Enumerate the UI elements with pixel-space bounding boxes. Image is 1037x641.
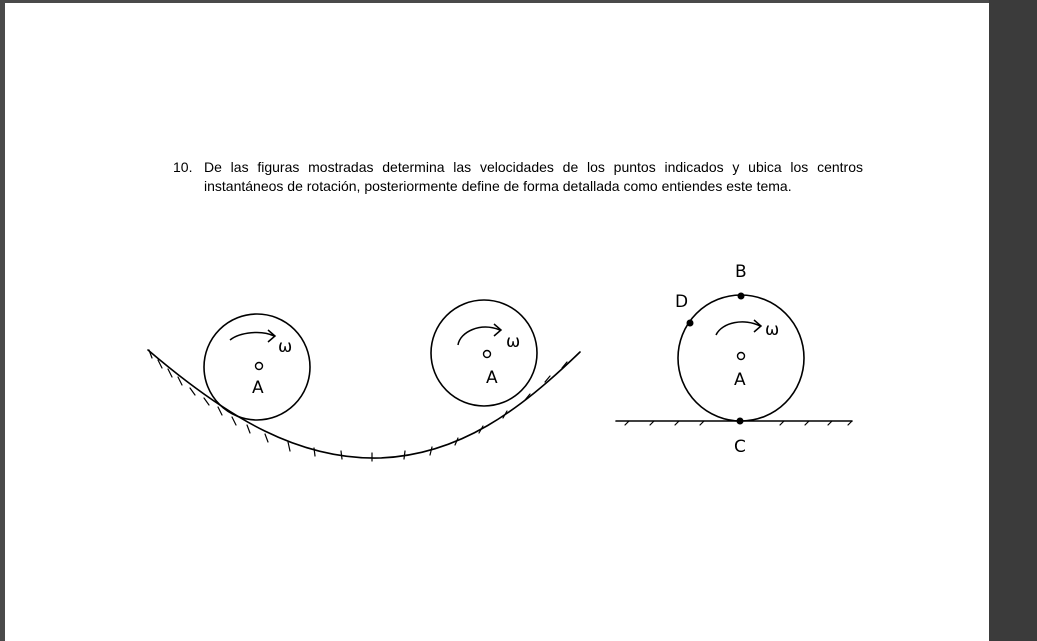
left-disk-arrowhead — [268, 330, 275, 342]
ground-disk-center-label: A — [734, 370, 746, 390]
point-b-dot — [738, 293, 745, 300]
point-c-dot — [737, 418, 744, 425]
right-disk-omega-label: ω — [506, 332, 521, 352]
left-disk-rotation-arrow — [230, 333, 274, 340]
ground-disk — [678, 295, 804, 421]
ground-disk-rotation-arrow — [716, 322, 760, 335]
right-disk — [431, 300, 537, 406]
ground-disk-omega-label: ω — [765, 320, 780, 340]
point-b-label: B — [735, 262, 747, 282]
point-c-label: C — [734, 437, 746, 457]
ground-disk-arrowhead — [754, 320, 761, 332]
point-d-dot — [687, 320, 694, 327]
left-disk-rim — [204, 314, 310, 420]
left-disk-omega-label: ω — [278, 337, 293, 357]
figure-flat-ground — [616, 421, 852, 425]
right-disk-center-label: A — [486, 368, 498, 388]
left-disk — [204, 314, 310, 420]
ground-disk-center-mark — [738, 353, 745, 360]
problem-text-line-2: instantáneos de rotación, posteriormente define de forma detallada como entiendes este tema. — [204, 178, 792, 194]
left-disk-center-mark — [256, 363, 263, 370]
right-disk-center-mark — [484, 351, 491, 358]
point-d-label: D — [675, 292, 689, 312]
figure-curved-track — [148, 350, 580, 461]
track-hatching — [149, 350, 580, 461]
right-disk-arrowhead — [494, 324, 501, 336]
right-disk-rotation-arrow — [458, 327, 500, 345]
ground-disk-rim — [678, 295, 804, 421]
problem-number: 10. — [173, 159, 193, 175]
left-disk-center-label: A — [252, 378, 264, 398]
problem-text-line-1: De las figuras mostradas determina las velocidades de los puntos indicados y ubica los centros — [204, 159, 863, 175]
concave-track-curve — [148, 350, 580, 458]
